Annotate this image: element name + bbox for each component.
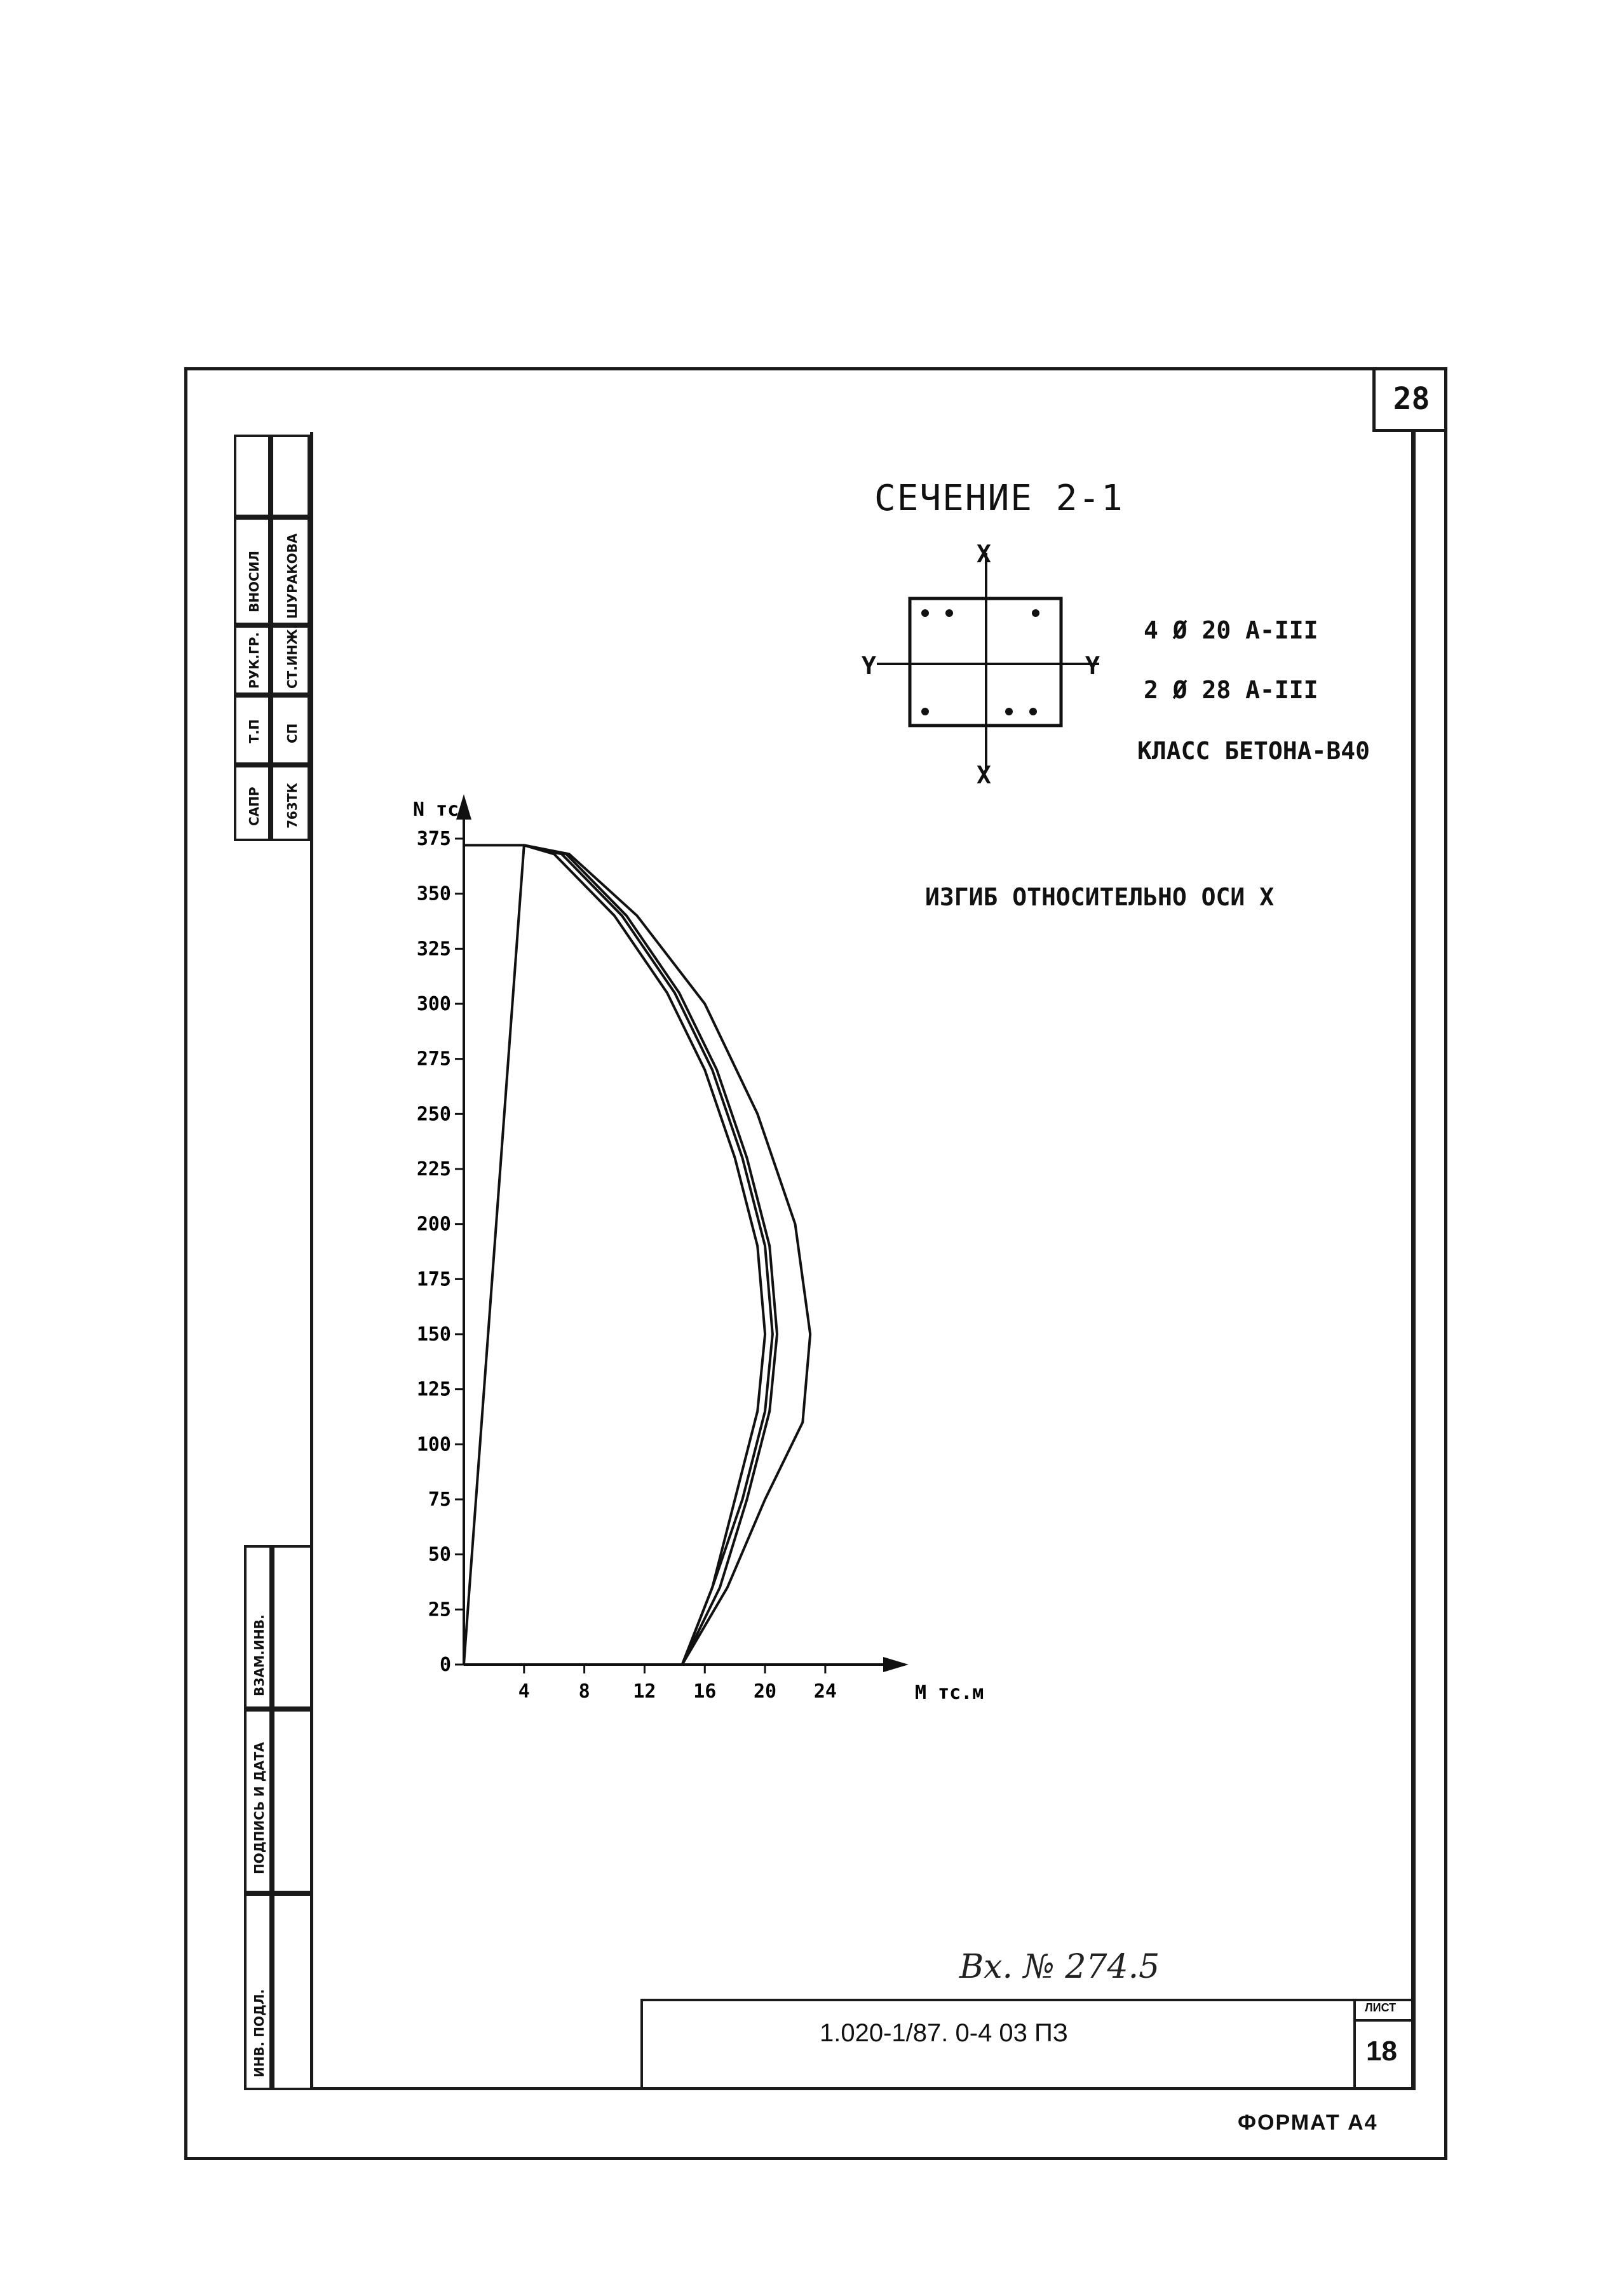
x-axis-arrow (883, 1657, 909, 1672)
section-title: СЕЧЕНИЕ 2-1 (874, 478, 1124, 519)
stamp-label: РУК.ГР. (247, 632, 262, 689)
axis-y-label-left: Y (862, 652, 876, 680)
y-tick-label: 150 (416, 1323, 451, 1346)
rebar-spec-2: 2 Ø 28 A-III (1144, 676, 1318, 704)
y-tick-label: 200 (416, 1213, 451, 1236)
y-tick-label: 25 (428, 1598, 451, 1621)
y-tick-label: 50 (428, 1543, 451, 1566)
concrete-class: КЛАСС БЕТОНА-В40 (1137, 737, 1370, 765)
y-tick-label: 100 (416, 1433, 451, 1456)
handwritten-note: Вх. № 274.5 (959, 1948, 1160, 1986)
x-tick-label: 20 (754, 1680, 777, 1703)
y-tick-label: 300 (416, 993, 451, 1015)
stamp-label: ШУРАКОВА (285, 533, 300, 619)
x-tick-label: 24 (813, 1680, 837, 1703)
series-line-5 (524, 845, 810, 1665)
stamp-bottom-cell (272, 1709, 313, 1893)
chart-ticks (417, 828, 837, 1703)
chart-ylabel: N тс (413, 799, 459, 821)
y-tick-label: 225 (416, 1158, 451, 1180)
y-tick-label: 175 (416, 1268, 451, 1291)
interaction-chart (381, 705, 984, 1734)
stamp-label: СП (285, 723, 300, 743)
y-tick-label: 0 (439, 1654, 451, 1676)
stamp-bottom-cell (272, 1893, 313, 2090)
y-tick-label: 350 (416, 882, 451, 905)
stamp-label: ВЗАМ.ИНВ. (252, 1614, 267, 1696)
y-tick-label: 125 (416, 1378, 451, 1401)
stamp-label: ИНВ. ПОДЛ. (252, 1989, 267, 2078)
format-label: ФОРМАТ А4 (1238, 2111, 1378, 2135)
y-tick-label: 325 (416, 938, 451, 961)
stamp-label: САПР (247, 787, 262, 826)
rebar-spec-1: 4 Ø 20 A-III (1144, 616, 1318, 644)
document-code: 1.020-1/87. 0-4 03 ПЗ (820, 2019, 1068, 2047)
x-tick-label: 12 (633, 1680, 656, 1703)
stamp-label: ПОДПИСЬ И ДАТА (252, 1741, 267, 1874)
bending-note: ИЗГИБ ОТНОСИТЕЛЬНО ОСИ X (925, 883, 1275, 911)
stamp-label: 763ТК (285, 783, 300, 828)
axis-x-label-top: X (977, 540, 991, 568)
sheet-number: 18 (1366, 2036, 1397, 2067)
x-tick-label: 4 (518, 1680, 530, 1703)
stamp-label: Т.П (247, 719, 262, 743)
rebar-dot (1005, 708, 1013, 715)
rebar-dot (921, 609, 929, 617)
y-tick-label: 75 (428, 1489, 451, 1511)
stamp-bottom-cell (272, 1545, 313, 1709)
chart-axes (456, 794, 909, 1672)
axis-x-label-bottom: X (977, 761, 991, 789)
x-tick-label: 16 (693, 1680, 717, 1703)
y-tick-label: 250 (416, 1103, 451, 1126)
y-tick-label: 275 (416, 1048, 451, 1071)
axis-y-label-right: Y (1085, 652, 1100, 680)
stamp-top-cell (271, 435, 310, 517)
rebar-dot (945, 609, 953, 617)
page-number: 28 (1372, 368, 1447, 432)
stamp-label: ВНОСИЛ (247, 550, 262, 612)
rebar-dot (1029, 708, 1037, 715)
stamp-label: СТ.ИНЖ. (285, 624, 300, 689)
sheet-number-divider (1353, 2019, 1416, 2022)
sheet-label: ЛИСТ (1365, 2001, 1397, 2014)
x-tick-label: 8 (578, 1680, 590, 1703)
stamp-top-cell (234, 435, 271, 517)
series-line-1 (464, 845, 524, 1665)
rebar-dot (1032, 609, 1039, 617)
chart-xlabel: M тс.м (915, 1682, 984, 1704)
chart-series (464, 845, 810, 1665)
y-tick-label: 375 (416, 828, 451, 850)
